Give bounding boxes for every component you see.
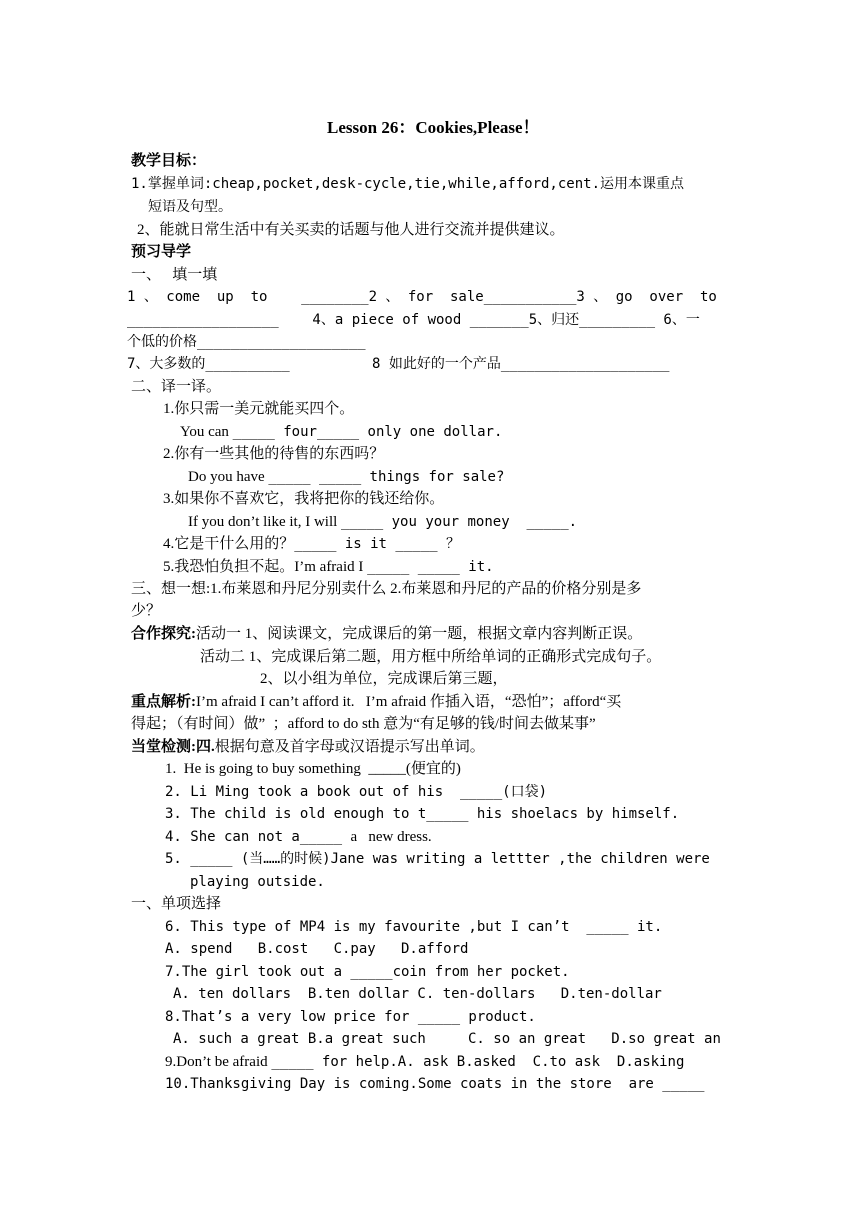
translate-1-en	[180, 421, 502, 443]
translate-4-zh: 4.它是干什么用的？	[163, 536, 295, 552]
choice-q7: 7.The girl took out a _____coin from her pocket.	[165, 964, 570, 980]
part-3-question-cont: 少？	[131, 603, 162, 619]
choice-q8: 8.That’s a very low price for _____ product.	[165, 1009, 536, 1025]
choice-q8-options: A. such a great B.a great such C. so an great D.so great an	[173, 1031, 721, 1047]
translate-1-en-b: _____ four_____ only one dollar.	[232, 424, 503, 440]
translate-3-zh: 3.如果你不喜欢它，我将把你的钱还给你。	[163, 491, 445, 507]
test-q1: 1. He is going to buy something _____(便宜的)	[165, 761, 461, 777]
test-number: 四.	[196, 739, 215, 755]
choice-q6-options: A. spend B.cost C.pay D.afford	[165, 941, 469, 957]
translate-3-en-b: _____ you your money _____.	[341, 514, 578, 530]
test-q4	[165, 826, 432, 848]
translate-3-en-a: If you don’t like it, I will	[188, 514, 342, 530]
choice-q9-a: 9.Don’t be afraid	[165, 1054, 272, 1070]
key-text-2: 得起；（有时间）做” ；afford to do sth 意为“有足够的钱/时间去做某事”	[131, 716, 596, 732]
fill-row-2: __________________ 4、a piece of wood _______5、归还_________ 6、一	[127, 312, 700, 328]
translate-2-zh: 2.你有一些其他的待售的东西吗？	[163, 446, 385, 462]
translate-1-en-a: You can	[180, 424, 233, 440]
choice-q6: 6. This type of MP4 is my favourite ,but I can’t _____ it.	[165, 919, 663, 935]
test-label: 当堂检测:	[131, 739, 196, 755]
test-q5-cont: playing outside.	[190, 874, 325, 890]
part-3-question: 三、想一想:1.布莱恩和丹尼分别卖什么 2.布莱恩和丹尼的产品的价格分别是多	[131, 581, 642, 597]
fill-row-3: 个低的价格____________________	[127, 334, 366, 350]
preview-heading: 预习导学	[131, 244, 192, 260]
test-q5: 5. _____ (当……的时候)Jane was writing a lettter ,the children were	[165, 851, 710, 867]
test-instruction: 根据句意及首字母或汉语提示写出单词。	[214, 739, 485, 755]
test-q4-b: a new dress.	[350, 829, 432, 845]
test-q2: 2. Li Ming took a book out of his _____(口袋)	[165, 784, 548, 800]
objective-1: 1.掌握单词:cheap,pocket,desk-cycle,tie,while,afford,cent.运用本课重点	[131, 176, 685, 192]
explore-line-1	[131, 623, 642, 645]
choice-q7-options: A. ten dollars B.ten dollar C. ten-dollars D.ten-dollar	[173, 986, 662, 1002]
choice-q9	[165, 1051, 684, 1073]
translate-5-b: _____ _____ it.	[367, 559, 494, 575]
key-label: 重点解析:	[131, 694, 196, 710]
choice-q10: 10.Thanksgiving Day is coming.Some coats in the store are _____	[165, 1076, 705, 1092]
test-heading-line	[131, 736, 485, 758]
objectives-heading: 教学目标：	[131, 153, 207, 169]
key-line-1	[131, 691, 621, 713]
part-2-heading: 二、译一译。	[131, 379, 222, 395]
explore-label: 合作探究:	[131, 626, 196, 642]
translate-4-en: _____ is it _____ ？	[294, 536, 460, 552]
translate-5	[163, 556, 494, 578]
objective-2: 2、能就日常生活中有关买卖的话题与他人进行交流并提供建议。	[137, 222, 565, 238]
translate-2-en-a: Do you have	[188, 469, 269, 485]
translate-4	[163, 533, 460, 555]
fill-row-1: 1 、 come up to ________2 、 for sale___________3 、 go over to	[127, 289, 717, 305]
test-q4-a: 4. She can not a_____	[165, 829, 351, 845]
lesson-title: Lesson 26：Cookies,Please！	[327, 118, 540, 137]
key-text-1: I’m afraid I can’t afford it. I’m afraid 作插入语，“恐怕”；afford“买	[196, 694, 622, 710]
activity-1: 活动一 1、阅读课文，完成课后的第一题，根据文章内容判断正误。	[196, 626, 643, 642]
activity-2-item-2: 2、以小组为单位，完成课后第三题，	[260, 671, 508, 687]
translate-2-en-b: _____ _____ things for sale?	[268, 469, 505, 485]
activity-2: 活动二 1、完成课后第二题，用方框中所给单词的正确形式完成句子。	[200, 649, 662, 665]
choice-heading: 一、单项选择	[131, 896, 222, 912]
fill-row-4a: 7、大多数的__________	[127, 356, 290, 372]
objective-1-cont: 短语及句型。	[148, 199, 232, 215]
translate-5-a: 5.我恐怕负担不起。I’m afraid I	[163, 559, 368, 575]
part-1-heading: 一、 填一填	[131, 267, 218, 283]
translate-1-zh: 1.你只需一美元就能买四个。	[163, 401, 355, 417]
choice-q9-b: _____ for help.A. ask B.asked C.to ask D.asking	[271, 1054, 685, 1070]
translate-2-en	[188, 466, 504, 488]
fill-row-4b: 8 如此好的一个产品____________________	[372, 356, 670, 372]
test-q3: 3. The child is old enough to t_____ his shoelacs by himself.	[165, 806, 680, 822]
translate-3-en	[188, 511, 577, 533]
